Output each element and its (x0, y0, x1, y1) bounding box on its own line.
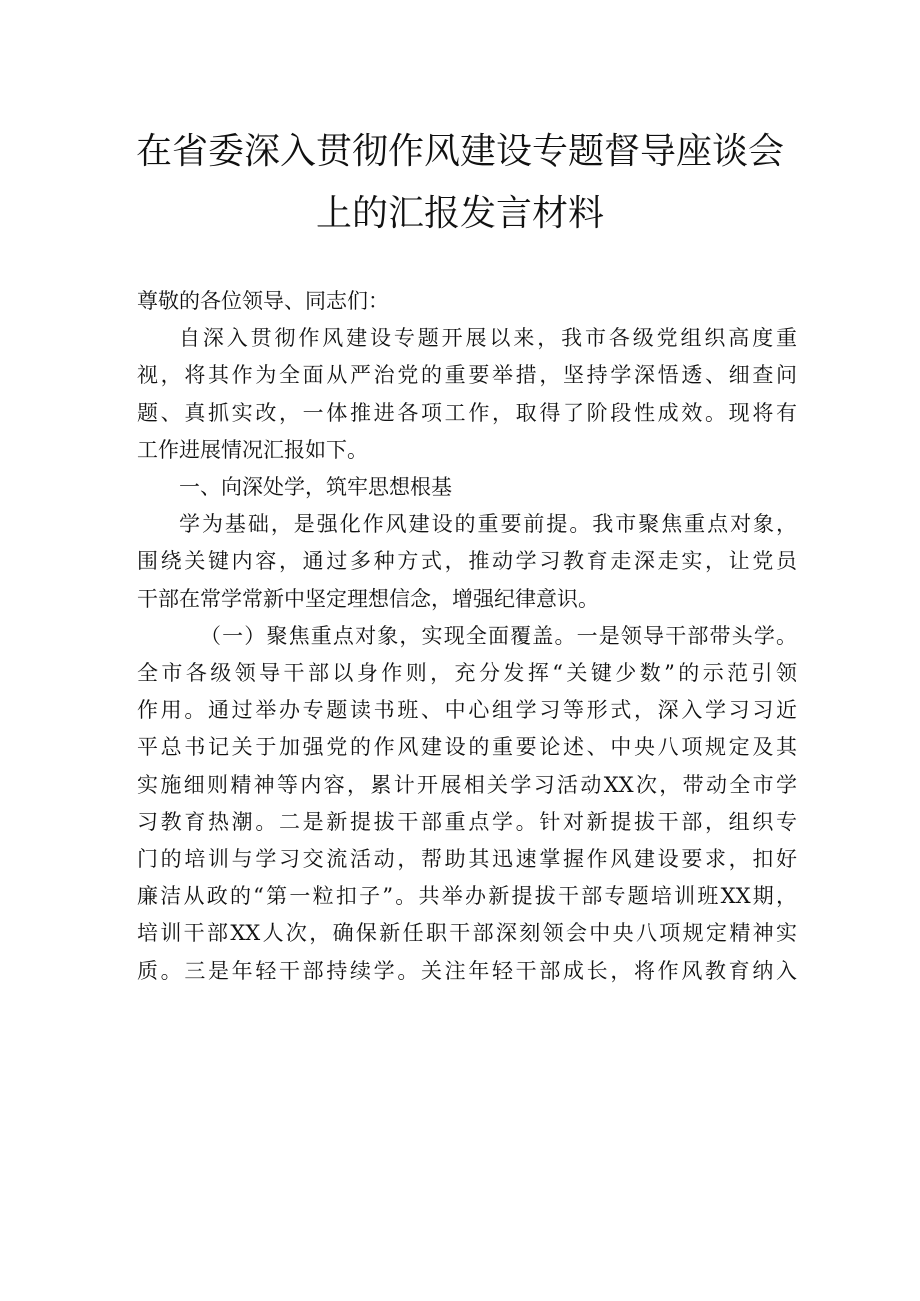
section-1-paragraph (137, 506, 797, 618)
subsection-1-line: 平总书记关于加强党的作风建设的重要论述、中央八项规定及其 (137, 735, 797, 760)
section-1-heading-text: 一、向深处学，筑牢思想根基 (179, 475, 452, 500)
salutation (137, 283, 797, 320)
subsection-1-paragraph (137, 618, 797, 990)
document-body (137, 283, 797, 990)
document-title-line-2: 上的汇报发言材料 (315, 193, 604, 234)
intro-paragraph (137, 320, 797, 469)
salutation-text: 尊敬的各位领导、同志们： (137, 289, 389, 313)
subsection-1-line: 实施细则精神等内容，累计开展相关学习活动XX次，带动全市学 (137, 772, 797, 797)
subsection-1-line: 门的培训与学习交流活动，帮助其迅速掌握作风建设要求，扣好 (137, 847, 797, 872)
intro-line: 视，将其作为全面从严治党的重要举措，坚持学深悟透、细查问 (137, 363, 797, 388)
subsection-1-line: 作用。通过举办专题读书班、中心组学习等形式，深入学习习近 (137, 698, 797, 723)
document-title-line-1: 在省委深入贯彻作风建设专题督导座谈会 (135, 131, 784, 172)
subsection-1-line: 廉洁从政的“第一粒扣子”。共举办新提拔干部专题培训班XX期， (137, 884, 797, 909)
subsection-1-line: （一）聚焦重点对象，实现全面覆盖。一是领导干部带头学。 (200, 623, 797, 648)
intro-line: 题、真抓实改，一体推进各项工作，取得了阶段性成效。现将有 (137, 400, 797, 425)
section-1-line: 围绕关键内容，通过多种方式，推动学习教育走深走实，让党员 (137, 549, 797, 574)
intro-line: 自深入贯彻作风建设专题开展以来，我市各级党组织高度重 (179, 326, 797, 351)
section-1-line: 干部在常学常新中坚定理想信念，增强纪律意识。 (137, 586, 599, 611)
section-1-line: 学为基础，是强化作风建设的重要前提。我市聚焦重点对象， (179, 512, 797, 537)
subsection-1-line: 培训干部XX人次，确保新任职干部深刻领会中央八项规定精神实 (137, 921, 797, 946)
subsection-1-line: 质。三是年轻干部持续学。关注年轻干部成长，将作风教育纳入 (137, 958, 797, 983)
section-1-heading (137, 469, 797, 506)
subsection-1-line: 习教育热潮。二是新提拔干部重点学。针对新提拔干部，组织专 (137, 809, 797, 834)
intro-line: 工作进展情况汇报如下。 (137, 437, 368, 462)
subsection-1-line: 全市各级领导干部以身作则，充分发挥“关键少数”的示范引领 (137, 661, 797, 686)
